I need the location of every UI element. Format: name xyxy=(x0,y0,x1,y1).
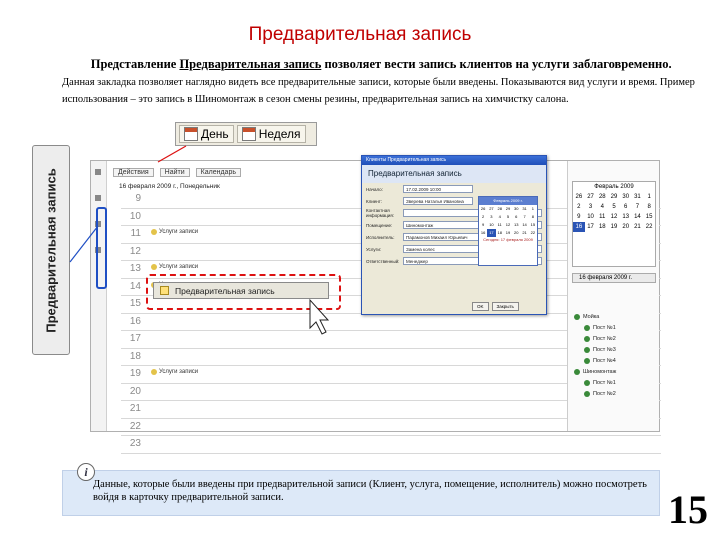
hour-label: 20 xyxy=(129,385,141,397)
tree-node-label: Пост №3 xyxy=(593,346,616,353)
dialog-mini-calendar[interactable] xyxy=(478,196,538,266)
hour-label: 14 xyxy=(129,280,141,292)
tree-node-icon xyxy=(584,347,590,353)
calendar-day[interactable]: 18 xyxy=(497,230,502,235)
tree-node[interactable] xyxy=(574,344,654,355)
calendar-day[interactable]: 11 xyxy=(497,222,502,227)
hour-label: 18 xyxy=(129,350,141,362)
field-input[interactable]: 17.02.2009 10:00 xyxy=(403,185,473,193)
tree-node-label: Шиномонтаж xyxy=(583,368,617,375)
toolbar-icon[interactable] xyxy=(95,195,101,201)
field-label: Услуги: xyxy=(366,246,382,252)
calendar-day[interactable]: 30 xyxy=(622,194,630,200)
calendar-day[interactable]: 6 xyxy=(624,204,628,210)
calendar-day-icon xyxy=(184,127,198,141)
calendar-day[interactable]: 29 xyxy=(505,206,511,211)
calendar-day[interactable]: 31 xyxy=(634,194,641,200)
calendar-day[interactable]: 18 xyxy=(598,224,606,230)
field-label: Исполнитель: xyxy=(366,234,395,240)
hour-label: 9 xyxy=(135,193,141,204)
week-view-button[interactable] xyxy=(237,125,306,143)
calendar-day[interactable]: 5 xyxy=(506,214,510,219)
calendar-day[interactable]: 7 xyxy=(523,214,526,219)
toolbar-calendar-button[interactable]: Календарь xyxy=(196,168,241,177)
calendar-day[interactable]: 8 xyxy=(531,214,534,219)
calendar-day[interactable]: 17 xyxy=(587,224,594,230)
calendar-day[interactable]: 10 xyxy=(587,214,594,220)
calendar-week-icon xyxy=(242,127,256,141)
hour-label: 19 xyxy=(129,368,141,379)
field-label: Начало: xyxy=(366,186,383,192)
info-icon: i xyxy=(77,463,95,481)
calendar-day[interactable]: 21 xyxy=(522,230,527,235)
booking-event[interactable] xyxy=(151,229,198,235)
intro-paragraph xyxy=(62,56,702,108)
tree-node-label: Пост №2 xyxy=(593,390,616,397)
booking-icon xyxy=(160,286,169,295)
calendar-day[interactable]: 14 xyxy=(522,222,527,227)
event-label: Услуги записи xyxy=(159,229,199,235)
tree-node-icon xyxy=(584,325,590,331)
calendar-day[interactable]: 26 xyxy=(480,206,486,211)
calendar-day[interactable]: 15 xyxy=(530,222,536,227)
calendar-day[interactable]: 28 xyxy=(598,194,606,200)
tree-node-icon xyxy=(574,369,580,375)
calendar-day[interactable]: 12 xyxy=(505,222,511,227)
tree-node-icon xyxy=(584,358,590,364)
context-menu-item[interactable] xyxy=(153,282,329,299)
booking-event[interactable] xyxy=(151,369,198,375)
tree-node-icon xyxy=(584,336,590,342)
calendar-day[interactable]: 7 xyxy=(635,204,640,210)
calendar-day[interactable]: 16 xyxy=(480,230,486,235)
calendar-date-line: 16 февраля 2009 г., Понедельник xyxy=(119,183,220,190)
calendar-day[interactable]: 4 xyxy=(498,214,501,219)
calendar-day[interactable]: 17 xyxy=(489,230,494,235)
hour-label: 21 xyxy=(129,403,141,414)
hour-label: 15 xyxy=(129,298,141,309)
hour-label: 17 xyxy=(129,333,141,344)
field-input[interactable]: Менеджер xyxy=(403,257,542,265)
intro-body: Данная закладка позволяет наглядно видеть все предварительные записи, которые были введены. Показываются вид услуги и время. Пример использования – это запись в Шиномонтаж в сезон смены резины, предварительная запись на химчистку салона. xyxy=(62,77,695,105)
calendar-day[interactable]: 2 xyxy=(577,204,581,210)
field-label: Клиент: xyxy=(366,198,383,204)
calendar-day[interactable]: 28 xyxy=(497,206,502,211)
calendar-day[interactable]: 1 xyxy=(647,194,651,200)
right-date-bar[interactable]: 16 февраля 2009 г. xyxy=(572,273,656,283)
hour-label: 16 xyxy=(129,315,141,327)
dialog-titlebar[interactable]: Клиенты Предварительная запись xyxy=(362,156,546,165)
tree-node-label: Пост №2 xyxy=(593,335,616,342)
hour-label: 23 xyxy=(129,438,141,449)
right-calendar-grid xyxy=(573,192,655,232)
event-icon xyxy=(151,229,157,235)
mini-calendar-today[interactable]: Сегодня: 17 февраля 2009 xyxy=(483,237,533,242)
hours-highlight-box xyxy=(96,207,107,289)
calendar-day[interactable]: 3 xyxy=(588,204,593,210)
calendar-day[interactable]: 20 xyxy=(622,224,630,230)
calendar-day[interactable]: 19 xyxy=(610,224,618,230)
calendar-day[interactable]: 4 xyxy=(600,204,604,210)
hour-label: 12 xyxy=(129,245,141,257)
tree-node-icon xyxy=(584,380,590,386)
calendar-day[interactable]: 27 xyxy=(587,194,594,200)
close-button[interactable]: Закрыть xyxy=(492,302,519,311)
toolbar-icon[interactable] xyxy=(95,169,101,175)
calendar-day[interactable]: 29 xyxy=(610,194,618,200)
left-toolbar-strip xyxy=(91,161,107,431)
context-menu-label: Предварительная запись xyxy=(175,285,275,296)
tree-node[interactable] xyxy=(574,366,654,377)
calendar-day[interactable]: 10 xyxy=(489,222,494,227)
day-view-button[interactable] xyxy=(179,125,234,143)
tree-node-label: Пост №1 xyxy=(593,324,616,331)
slide-title xyxy=(0,24,720,46)
calendar-day[interactable]: 20 xyxy=(514,230,519,235)
dialog-field-row xyxy=(362,183,546,195)
tree-node-icon xyxy=(584,391,590,397)
field-input[interactable]: Парамонов Михаил Юрьевич xyxy=(403,233,542,241)
mini-calendar-grid xyxy=(479,205,537,237)
calendar-day[interactable]: 27 xyxy=(489,206,494,211)
calendar-day[interactable]: 11 xyxy=(599,214,606,220)
tree-node-label: Пост №1 xyxy=(593,379,616,386)
field-input[interactable]: Шиномонтаж xyxy=(403,221,542,229)
field-input[interactable]: Зверева Наталья Ивановна xyxy=(403,197,473,205)
field-input[interactable]: Замена колес xyxy=(403,245,542,253)
intro-lead-rest: позволяет вести запись клиентов на услуги заблаговременно. xyxy=(321,57,672,71)
dialog-header: Предварительная запись xyxy=(362,165,546,183)
tree-node-label: Мойка xyxy=(583,313,600,320)
intro-lead-link: Предварительная запись xyxy=(179,57,322,71)
calendar-day[interactable]: 9 xyxy=(577,214,581,220)
hour-label: 22 xyxy=(129,420,141,432)
right-calendar-month: Февраль 2009 xyxy=(594,184,634,190)
calendar-day[interactable]: 22 xyxy=(530,230,536,235)
calendar-day[interactable]: 30 xyxy=(514,206,519,211)
calendar-day[interactable]: 14 xyxy=(634,214,641,220)
rooms-tree xyxy=(574,311,654,399)
side-tab-label: Предварительная запись xyxy=(43,167,59,333)
day-view-label: День xyxy=(201,127,229,141)
booking-dialog xyxy=(361,155,547,315)
event-label: Услуги записи xyxy=(159,264,199,270)
week-view-label: Неделя xyxy=(258,127,301,141)
calendar-day[interactable]: 13 xyxy=(622,214,630,220)
tree-node[interactable] xyxy=(574,333,654,344)
mini-calendar-month: Февраль 2009 г. xyxy=(479,197,537,205)
calendar-day[interactable]: 12 xyxy=(610,214,618,220)
tree-node[interactable] xyxy=(574,377,654,388)
event-label: Услуги записи xyxy=(159,369,199,375)
calendar-day[interactable]: 9 xyxy=(482,222,485,227)
booking-event[interactable] xyxy=(151,264,198,270)
side-tab-preliminary-booking[interactable] xyxy=(32,145,70,355)
calendar-day[interactable]: 19 xyxy=(505,230,511,235)
calendar-day[interactable]: 31 xyxy=(522,206,527,211)
calendar-day[interactable]: 8 xyxy=(647,204,651,210)
tree-node[interactable] xyxy=(574,311,654,322)
hour-row[interactable] xyxy=(121,436,661,454)
tree-node[interactable] xyxy=(574,322,654,333)
title-part-1: Предварительная xyxy=(248,24,407,45)
hour-label: 10 xyxy=(129,210,141,222)
calendar-day[interactable]: 22 xyxy=(645,224,653,230)
right-panel xyxy=(567,161,659,431)
right-calendar[interactable] xyxy=(572,181,656,267)
toolbar-find-button[interactable]: Найти xyxy=(160,168,190,177)
info-note: Данные, которые были введены при предварительной записи (Клиент, услуга, помещение, исполнитель) можно посмотреть войдя в карточку предварительной записи. xyxy=(62,470,660,516)
page-number: 15 xyxy=(668,487,708,532)
calendar-day[interactable]: 6 xyxy=(515,214,518,219)
calendar-day[interactable]: 26 xyxy=(575,194,583,200)
tree-node-label: Пост №4 xyxy=(593,357,616,364)
calendar-day[interactable]: 1 xyxy=(531,206,534,211)
calendar-day[interactable]: 5 xyxy=(612,204,616,210)
field-label: Ответственный: xyxy=(366,258,400,264)
tree-node[interactable] xyxy=(574,388,654,399)
toolbar-actions-button[interactable]: Действия xyxy=(113,168,154,177)
hour-label: 11 xyxy=(130,228,141,239)
view-switcher xyxy=(175,122,317,146)
dialog-buttons xyxy=(472,302,519,311)
calendar-day[interactable]: 13 xyxy=(514,222,519,227)
field-label: Помещение: xyxy=(366,222,393,228)
calendar-day[interactable]: 3 xyxy=(490,214,493,219)
calendar-day[interactable]: 21 xyxy=(634,224,641,230)
intro-lead: Представление xyxy=(90,57,180,71)
calendar-day[interactable]: 16 xyxy=(573,222,585,232)
field-label: Контактная информация: xyxy=(366,208,395,218)
calendar-day[interactable]: 2 xyxy=(482,214,485,219)
calendar-toolbar xyxy=(113,165,368,179)
hour-label: 13 xyxy=(129,263,141,274)
event-icon xyxy=(151,264,157,270)
title-part-2: запись xyxy=(411,24,472,45)
app-screenshot xyxy=(90,157,660,449)
ok-button[interactable]: OK xyxy=(472,302,489,311)
tree-node-icon xyxy=(574,314,580,320)
tree-node[interactable] xyxy=(574,355,654,366)
event-icon xyxy=(151,369,157,375)
calendar-day[interactable]: 15 xyxy=(645,214,653,220)
